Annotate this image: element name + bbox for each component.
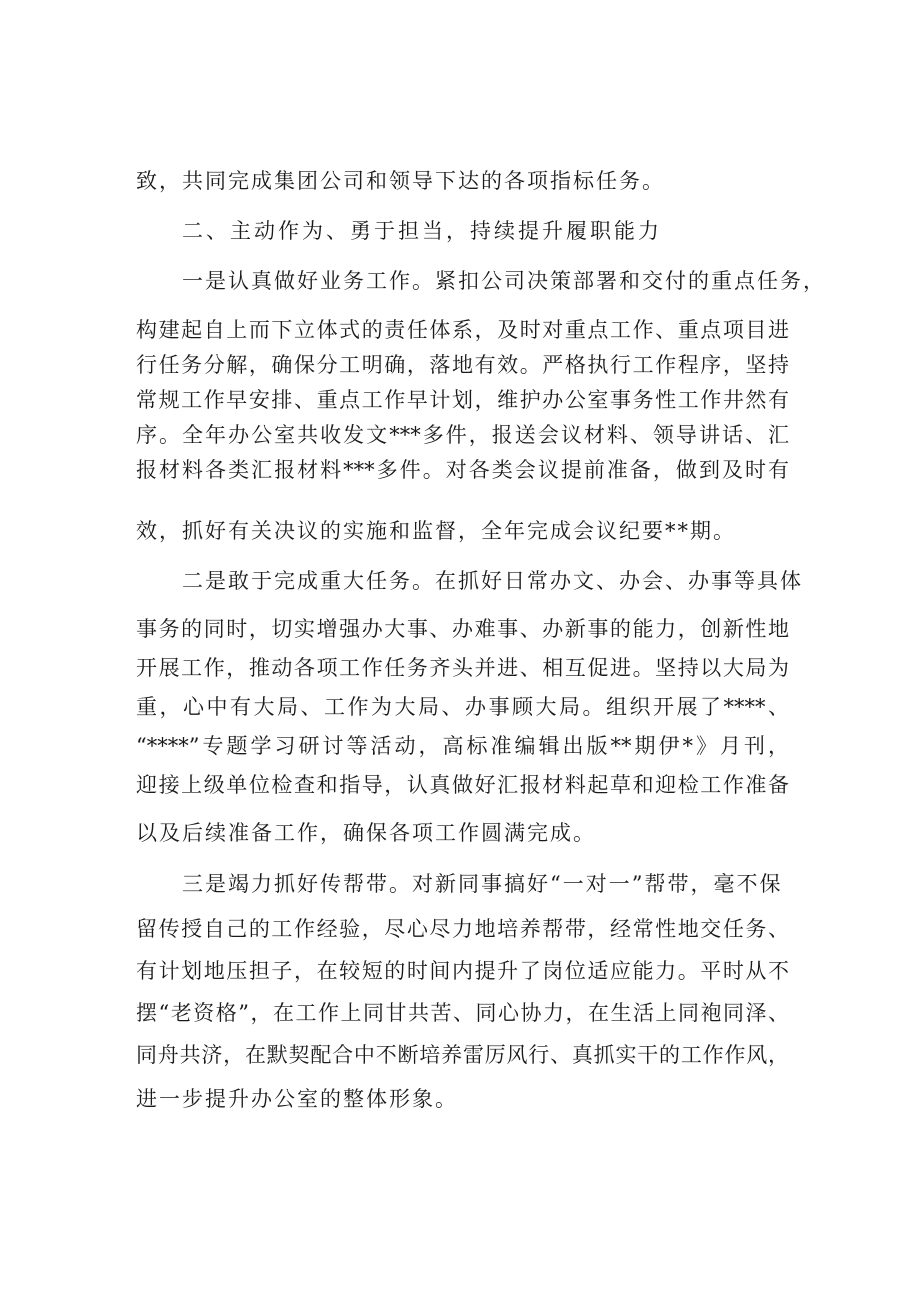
text-line: 进一步提升办公室的整体形象。	[136, 1087, 458, 1111]
text-line: 行任务分解，确保分工明确，落地有效。严格执行工作程序，坚持	[136, 353, 789, 377]
text-line: “****”专题学习研讨等活动，高标准编辑出版**期伊*》月刊，	[136, 734, 789, 758]
text-line: 事务的同时，切实增强办大事、办难事、办新事的能力，创新性地	[136, 617, 789, 641]
text-line: 迎接上级单位检查和指导，认真做好汇报材料起草和迎检工作准备	[136, 773, 789, 797]
section-heading: 二、主动作为、勇于担当，持续提升履职能力	[182, 219, 662, 243]
text-line: 序。全年办公室共收发文***多件，报送会议材料、领导讲话、汇	[136, 423, 789, 447]
text-line: 常规工作早安排、重点工作早计划，维护办公室事务性工作井然有	[136, 388, 789, 412]
text-line: 二是敢于完成重大任务。在抓好日常办文、办会、办事等具体	[182, 569, 803, 593]
text-line: 报材料各类汇报材料***多件。对各类会议提前准备，做到及时有	[136, 458, 789, 482]
text-line: 开展工作，推动各项工作任务齐头并进、相互促进。坚持以大局为	[136, 656, 789, 680]
text-line: 效，抓好有关决议的实施和监督，全年完成会议纪要**期。	[136, 519, 736, 543]
text-line: 以及后续准备工作，确保各项工作圆满完成。	[136, 821, 596, 845]
text-line: 留传授自己的工作经验，尽心尽力地培养帮带，经常性地交任务、	[136, 917, 789, 941]
text-line: 构建起自上而下立体式的责任体系，及时对重点工作、重点项目进	[136, 318, 789, 342]
text-line: 一是认真做好业务工作。紧扣公司决策部署和交付的重点任务，	[182, 269, 826, 293]
text-line: 致，共同完成集团公司和领导下达的各项指标任务。	[136, 169, 665, 193]
text-line: 有计划地压担子，在较短的时间内提升了岗位适应能力。平时从不	[136, 959, 789, 983]
text-line: 三是竭力抓好传帮带。对新同事搞好“一对一”帮带，毫不保	[182, 872, 783, 896]
text-line: 同舟共济，在默契配合中不断培养雷厉风行、真抓实干的工作作风，	[136, 1043, 789, 1067]
text-line: 重，心中有大局、工作为大局、办事顾大局。组织开展了****、	[136, 695, 789, 719]
text-line: 摆“老资格”，在工作上同甘共苦、同心协力，在生活上同袍同泽、	[136, 1001, 789, 1025]
